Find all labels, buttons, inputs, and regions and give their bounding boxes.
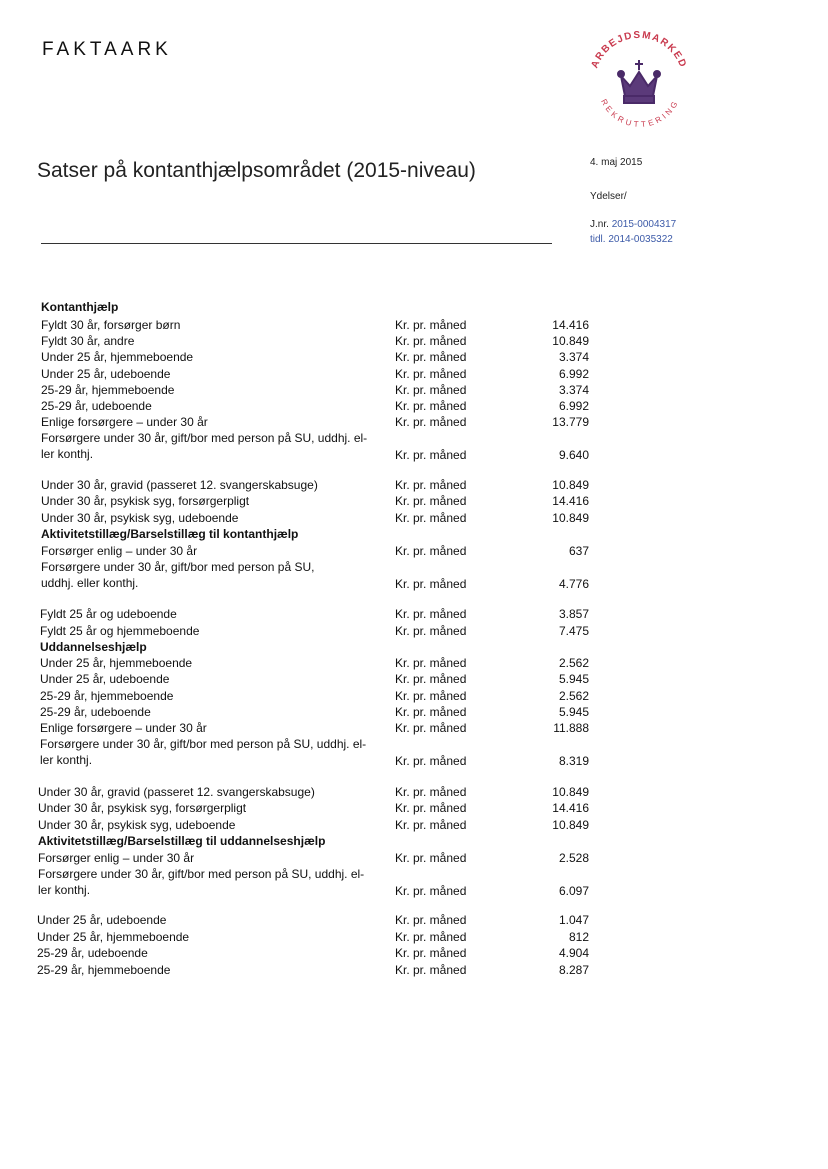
section-heading: Kontanthjælp: [41, 300, 119, 314]
row-unit: Kr. pr. måned: [395, 705, 467, 719]
row-amount: 14.416: [552, 801, 589, 815]
row-label-line2: ler konthj.: [41, 447, 94, 461]
table-row: [0, 430, 828, 463]
row-label: 25-29 år, udeboende: [41, 399, 152, 413]
row-label: Fyldt 25 år og udeboende: [40, 607, 177, 621]
section-heading: Aktivitetstillæg/Barselstillæg til kontanthjælp: [41, 527, 299, 541]
row-amount: 8.287: [558, 963, 589, 977]
row-label: Enlige forsørgere – under 30 år: [40, 721, 207, 735]
row-label: 25-29 år, hjemmeboende: [40, 689, 174, 703]
table-row: [0, 398, 828, 414]
row-unit: Kr. pr. måned: [395, 689, 467, 703]
row-label: Under 25 år, hjemmeboende: [41, 350, 194, 364]
table-row: [0, 493, 828, 509]
row-label-line2: uddhj. eller konthj.: [41, 576, 139, 590]
row-amount: 3.374: [558, 350, 589, 364]
row-unit: Kr. pr. måned: [395, 577, 467, 591]
document-category: Ydelser/: [590, 191, 627, 202]
row-unit: Kr. pr. måned: [395, 963, 467, 977]
row-label: 25-29 år, hjemmeboende: [41, 383, 175, 397]
row-label: Under 25 år, udeboende: [40, 672, 170, 686]
row-label: [41, 559, 314, 591]
logo-text-top: ARBEJDSMARKED: [589, 29, 689, 70]
table-row: [0, 720, 828, 736]
row-label: Under 25 år, hjemmeboende: [37, 930, 190, 944]
section-heading: Uddannelseshjælp: [40, 640, 147, 654]
row-unit: Kr. pr. måned: [395, 367, 467, 381]
row-amount: 10.849: [552, 785, 589, 799]
row-amount: 9.640: [558, 448, 589, 462]
row-unit: Kr. pr. måned: [395, 334, 467, 348]
row-unit: Kr. pr. måned: [395, 884, 467, 898]
table-row: [0, 317, 828, 333]
table-row: [0, 477, 828, 493]
row-amount: 13.779: [552, 415, 589, 429]
row-amount: 3.374: [558, 383, 589, 397]
table-row: [0, 688, 828, 704]
row-amount: 10.849: [552, 334, 589, 348]
row-unit: Kr. pr. måned: [395, 656, 467, 670]
table-row: [0, 606, 828, 622]
row-label: Enlige forsørgere – under 30 år: [41, 415, 208, 429]
table-row: [0, 333, 828, 349]
row-amount: 2.562: [558, 656, 589, 670]
table-row: [0, 962, 828, 978]
row-unit: Kr. pr. måned: [395, 801, 467, 815]
row-amount: 7.475: [558, 624, 589, 638]
table-row: [0, 655, 828, 671]
row-amount: 3.857: [558, 607, 589, 621]
row-amount: 11.888: [553, 721, 589, 735]
row-label: Under 30 år, psykisk syg, forsørgerpligt: [38, 801, 247, 815]
row-label: [41, 430, 367, 462]
row-unit: Kr. pr. måned: [395, 511, 467, 525]
table-row: [0, 704, 828, 720]
table-row: [0, 543, 828, 559]
row-amount: 5.945: [558, 672, 589, 686]
row-label: Fyldt 30 år, andre: [41, 334, 135, 348]
row-unit: Kr. pr. måned: [395, 672, 467, 686]
row-amount: 10.849: [552, 478, 589, 492]
row-unit: Kr. pr. måned: [395, 415, 467, 429]
row-amount: 637: [568, 544, 589, 558]
row-label-line2: ler konthj.: [38, 883, 91, 897]
row-label: 25-29 år, udeboende: [37, 946, 148, 960]
row-amount: 14.416: [552, 494, 589, 508]
row-amount: 1.047: [558, 913, 589, 927]
row-label: [40, 736, 366, 768]
row-unit: Kr. pr. måned: [395, 721, 467, 735]
row-unit: Kr. pr. måned: [395, 350, 467, 364]
table-row: [0, 866, 828, 899]
row-label: 25-29 år, udeboende: [40, 705, 151, 719]
row-amount: 4.776: [558, 577, 589, 591]
journal-number-label: J.nr.: [590, 219, 609, 230]
row-unit: Kr. pr. måned: [395, 478, 467, 492]
table-row: [0, 912, 828, 928]
row-label: Under 30 år, psykisk syg, forsørgerpligt: [41, 494, 250, 508]
table-row: [0, 929, 828, 945]
table-row: [0, 800, 828, 816]
row-label: Under 25 år, udeboende: [41, 367, 171, 381]
row-unit: Kr. pr. måned: [395, 383, 467, 397]
document-title: Satser på kontanthjælpsområdet (2015-niveau): [37, 159, 476, 182]
row-amount: 6.992: [558, 367, 589, 381]
table-row: [0, 623, 828, 639]
row-label: Fyldt 30 år, forsørger børn: [41, 318, 181, 332]
row-label: Under 30 år, psykisk syg, udeboende: [38, 818, 236, 832]
row-label: [38, 866, 364, 898]
row-unit: Kr. pr. måned: [395, 754, 467, 768]
row-unit: Kr. pr. måned: [395, 624, 467, 638]
row-label: Under 30 år, gravid (passeret 12. svangerskabsuge): [38, 785, 315, 799]
table-row: [0, 945, 828, 961]
row-label-line1: Forsørgere under 30 år, gift/bor med person på SU, uddhj. el-: [38, 867, 365, 881]
table-row: [0, 671, 828, 687]
row-label: 25-29 år, hjemmeboende: [37, 963, 171, 977]
logo-text-bottom: REKRUTTERING: [599, 97, 681, 130]
previous-journal-number: tidl. 2014-0035322: [590, 234, 673, 245]
row-unit: Kr. pr. måned: [395, 785, 467, 799]
row-label: Under 25 år, udeboende: [37, 913, 167, 927]
table-row: [0, 736, 828, 769]
row-label-line1: Forsørgere under 30 år, gift/bor med person på SU, uddhj. el-: [41, 431, 368, 445]
row-unit: Kr. pr. måned: [395, 399, 467, 413]
row-label: Forsørger enlig – under 30 år: [38, 851, 195, 865]
table-row: [0, 366, 828, 382]
row-amount: 4.904: [558, 946, 589, 960]
row-unit: Kr. pr. måned: [395, 318, 467, 332]
row-unit: Kr. pr. måned: [395, 946, 467, 960]
row-unit: Kr. pr. måned: [395, 818, 467, 832]
row-label: Under 30 år, gravid (passeret 12. svangerskabsuge): [41, 478, 318, 492]
row-label: Forsørger enlig – under 30 år: [41, 544, 198, 558]
row-amount: 14.416: [552, 318, 589, 332]
table-row: [0, 382, 828, 398]
table-row: [0, 850, 828, 866]
row-unit: Kr. pr. måned: [395, 494, 467, 508]
row-unit: Kr. pr. måned: [395, 448, 467, 462]
table-row: [0, 414, 828, 430]
row-label: Under 25 år, hjemmeboende: [40, 656, 193, 670]
row-unit: Kr. pr. måned: [395, 913, 467, 927]
table-row: [0, 349, 828, 365]
row-amount: 2.562: [558, 689, 589, 703]
table-row: [0, 559, 828, 592]
row-amount: 5.945: [558, 705, 589, 719]
row-amount: 6.992: [558, 399, 589, 413]
row-amount: 10.849: [552, 818, 589, 832]
row-label-line1: Forsørgere under 30 år, gift/bor med person på SU,: [41, 560, 315, 574]
document-date: 4. maj 2015: [590, 157, 643, 168]
row-unit: Kr. pr. måned: [395, 851, 467, 865]
table-row: [0, 817, 828, 833]
row-amount: 812: [568, 930, 589, 944]
document-type: FAKTAARK: [42, 39, 172, 60]
row-unit: Kr. pr. måned: [395, 544, 467, 558]
row-label: Under 30 år, psykisk syg, udeboende: [41, 511, 239, 525]
row-amount: 10.849: [552, 511, 589, 525]
row-label-line2: ler konthj.: [40, 753, 93, 767]
row-label-line1: Forsørgere under 30 år, gift/bor med person på SU, uddhj. el-: [40, 737, 367, 751]
section-heading: Aktivitetstillæg/Barselstillæg til uddannelseshjælp: [38, 834, 326, 848]
row-label: Fyldt 25 år og hjemmeboende: [40, 624, 200, 638]
table-row: [0, 510, 828, 526]
row-amount: 2.528: [558, 851, 589, 865]
table-row: [0, 784, 828, 800]
row-amount: 6.097: [558, 884, 589, 898]
row-amount: 8.319: [558, 754, 589, 768]
row-unit: Kr. pr. måned: [395, 930, 467, 944]
journal-number-value: 2015-0004317: [611, 219, 677, 230]
row-unit: Kr. pr. måned: [395, 607, 467, 621]
